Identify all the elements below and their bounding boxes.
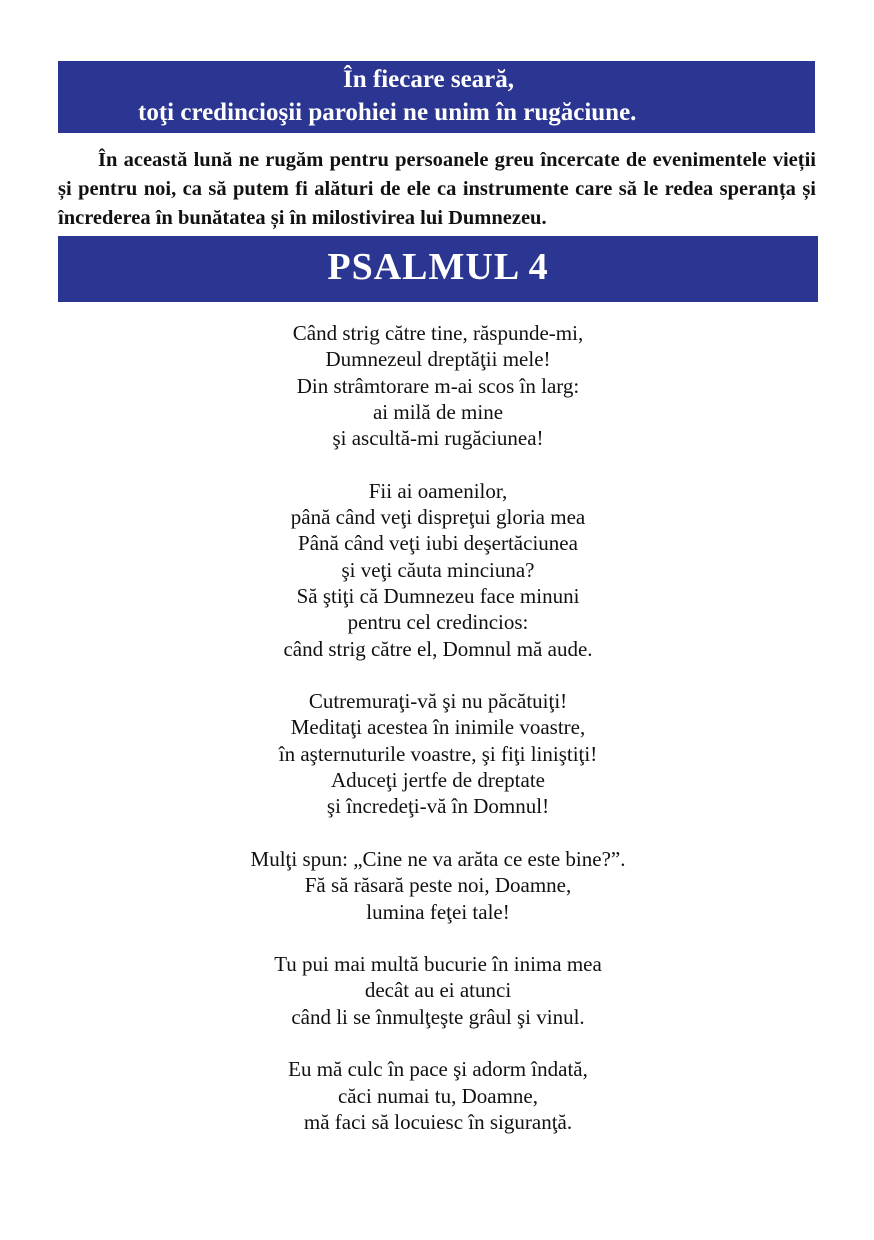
header-line-2: toţi credincioşii parohiei ne unim în rugăciune.	[138, 99, 637, 126]
psalm-text	[58, 320, 818, 1162]
stanza	[58, 951, 818, 1030]
verse-line: Din strâmtorare m-ai scos în larg:	[296, 373, 580, 398]
verse-line: şi ascultă-mi rugăciunea!	[332, 426, 544, 451]
verse-line: în aşternuturile voastre, şi fiţi liniştiţi!	[278, 741, 598, 766]
verse-line: căci numai tu, Doamne,	[337, 1083, 538, 1108]
verse-line: Dumnezeul dreptăţii mele!	[325, 347, 551, 372]
stanza	[58, 1056, 818, 1135]
verse-line: ai milă de mine	[372, 399, 504, 424]
psalm-title-banner	[58, 236, 818, 302]
verse-line: Tu pui mai multă bucurie în inima mea	[274, 952, 602, 977]
verse-line: Mulţi spun: „Cine ne va arăta ce este bine?”.	[250, 846, 626, 871]
verse-line: Cutremuraţi-vă şi nu păcătuiţi!	[308, 689, 568, 714]
stanza	[58, 320, 818, 451]
verse-line: pentru cel credincios:	[347, 610, 529, 635]
verse-line: Să ştiţi că Dumnezeu face minuni	[296, 583, 580, 608]
stanza	[58, 846, 818, 925]
verse-line: Când strig către tine, răspunde-mi,	[292, 321, 584, 345]
header-line-1: În fiecare seară,	[343, 66, 515, 93]
verse-line: Fă să răsară peste noi, Doamne,	[304, 873, 572, 898]
verse-line: Până când veţi iubi deşertăciunea	[298, 531, 578, 556]
verse-line: Meditaţi acestea în inimile voastre,	[290, 715, 586, 740]
verse-line: Eu mă culc în pace şi adorm îndată,	[288, 1057, 588, 1082]
verse-line: Aduceţi jertfe de dreptate	[331, 768, 545, 793]
verse-line: Fii ai oamenilor,	[368, 478, 508, 503]
stanza	[58, 688, 818, 819]
verse-line: decât au ei atunci	[364, 978, 512, 1003]
stanza	[58, 478, 818, 662]
intro-paragraph: În această lună ne rugăm pentru persoanele greu încercate de evenimentele vieții și pentru noi, ca să putem fi alături de ele ca instrumente care să le redea speranța și încrederea în bunătatea și în milostivirea lui Dumnezeu.	[58, 149, 816, 229]
verse-line: mă faci să locuiesc în siguranţă.	[303, 1109, 573, 1134]
psalm-title: PSALMUL 4	[327, 246, 549, 288]
verse-line: până când veţi dispreţui gloria mea	[290, 505, 586, 530]
verse-line: lumina feţei tale!	[366, 899, 510, 924]
verse-line: când li se înmulţeşte grâul şi vinul.	[291, 1004, 585, 1029]
verse-line: şi veţi căuta minciuna?	[341, 557, 535, 582]
header-banner	[58, 61, 815, 133]
verse-line: când strig către el, Domnul mă aude.	[283, 636, 593, 661]
verse-line: şi încredeţi-vă în Domnul!	[326, 794, 550, 819]
